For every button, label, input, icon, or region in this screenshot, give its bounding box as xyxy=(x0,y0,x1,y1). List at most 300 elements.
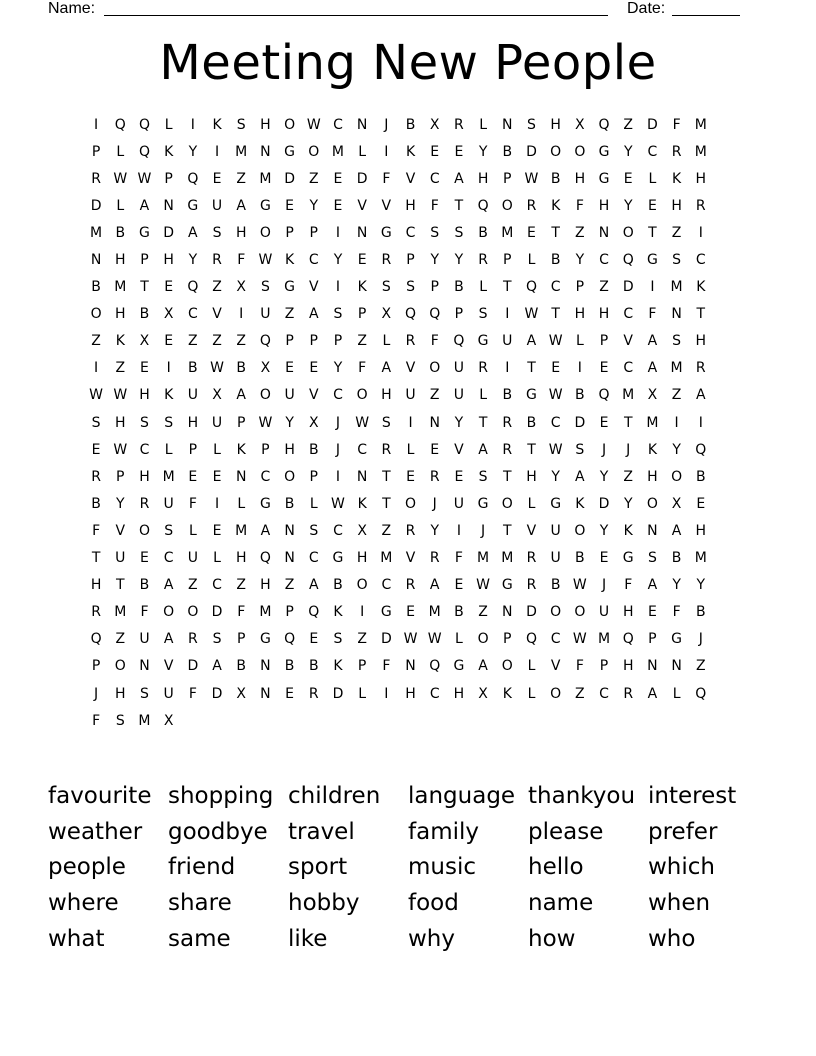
grid-letter: S xyxy=(333,631,343,648)
grid-letter: B xyxy=(284,495,295,512)
grid-letter: W xyxy=(89,387,104,404)
word-list-item: where xyxy=(48,890,119,917)
grid-letter: Q xyxy=(90,631,102,648)
grid-letter: V xyxy=(308,279,319,296)
grid-letter: B xyxy=(115,224,126,241)
grid-letter: D xyxy=(574,414,586,431)
grid-letter: H xyxy=(695,333,707,350)
grid-letter: Z xyxy=(236,333,247,350)
grid-letter: H xyxy=(139,468,150,485)
grid-letter: K xyxy=(236,441,246,458)
grid-letter: C xyxy=(381,577,392,594)
grid-letter: D xyxy=(622,279,634,296)
grid-letter: G xyxy=(139,224,150,241)
grid-letter: E xyxy=(212,468,222,485)
grid-letter: S xyxy=(333,306,343,323)
grid-letter: E xyxy=(212,170,222,187)
grid-letter: M xyxy=(597,631,611,648)
grid-letter: C xyxy=(550,279,561,296)
grid-letter: H xyxy=(647,468,658,485)
grid-letter: U xyxy=(405,387,416,404)
grid-letter: A xyxy=(454,170,464,187)
grid-letter: K xyxy=(502,685,512,702)
grid-letter: P xyxy=(261,441,270,458)
grid-letter: M xyxy=(646,414,659,431)
grid-letter: B xyxy=(526,414,537,431)
grid-letter: Y xyxy=(623,143,633,160)
grid-letter: S xyxy=(164,522,174,539)
date-label: Date: xyxy=(627,0,666,17)
grid-letter: M xyxy=(259,170,272,187)
grid-letter: V xyxy=(405,170,416,187)
grid-letter: Q xyxy=(308,604,320,621)
grid-letter: A xyxy=(478,658,488,675)
grid-letter: G xyxy=(598,170,610,187)
grid-letter: R xyxy=(454,116,464,133)
grid-letter: C xyxy=(695,252,706,269)
grid-letter: A xyxy=(429,577,440,594)
grid-letter: U xyxy=(284,387,295,404)
grid-letter: Q xyxy=(598,116,610,133)
grid-letter: J xyxy=(335,441,341,458)
grid-letter: I xyxy=(456,522,461,539)
grid-letter: C xyxy=(550,414,561,431)
grid-letter: L xyxy=(672,685,681,702)
grid-letter: W xyxy=(331,495,345,512)
grid-letter: H xyxy=(622,658,634,675)
grid-letter: O xyxy=(671,468,683,485)
grid-letter: G xyxy=(259,197,271,214)
grid-letter: L xyxy=(237,495,246,512)
grid-letter: M xyxy=(138,712,151,729)
grid-letter: N xyxy=(163,197,174,214)
grid-letter: M xyxy=(114,279,127,296)
word-list-item: interest xyxy=(648,783,737,809)
grid-letter: D xyxy=(211,604,223,621)
grid-letter: R xyxy=(502,414,513,431)
grid-letter: A xyxy=(671,522,682,539)
grid-letter: O xyxy=(259,224,271,241)
grid-letter: P xyxy=(357,306,367,323)
grid-letter: M xyxy=(90,224,103,241)
grid-letter: U xyxy=(211,197,223,214)
grid-letter: F xyxy=(430,197,439,214)
grid-letter: R xyxy=(478,252,488,269)
grid-letter: Y xyxy=(285,414,294,431)
grid-letter: Q xyxy=(259,333,271,350)
grid-letter: O xyxy=(574,143,586,160)
grid-letter: Z xyxy=(115,631,126,648)
grid-letter: H xyxy=(284,441,295,458)
grid-letter: P xyxy=(236,631,246,648)
grid-letter: B xyxy=(139,306,150,323)
grid-letter: A xyxy=(308,577,319,594)
grid-letter: Q xyxy=(114,116,126,133)
grid-letter: P xyxy=(599,333,609,350)
grid-letter: S xyxy=(115,712,125,729)
grid-letter: C xyxy=(599,685,609,702)
grid-letter: I xyxy=(335,224,341,241)
grid-letter: H xyxy=(405,685,416,702)
grid-letter: C xyxy=(212,577,222,594)
grid-letter: D xyxy=(647,116,658,133)
grid-letter: T xyxy=(503,468,512,485)
grid-letter: D xyxy=(526,143,537,160)
worksheet-header xyxy=(48,0,742,20)
grid-letter: P xyxy=(309,224,318,241)
grid-letter: M xyxy=(670,279,683,296)
grid-letter: N xyxy=(671,306,682,323)
grid-letter: L xyxy=(648,170,657,187)
word-list-item: prefer xyxy=(648,818,718,845)
grid-letter: E xyxy=(454,143,464,160)
grid-letter: M xyxy=(622,387,635,404)
grid-letter: U xyxy=(453,360,465,377)
grid-letter: G xyxy=(526,387,537,404)
grid-letter: R xyxy=(212,252,222,269)
grid-letter: G xyxy=(259,495,271,512)
grid-letter: L xyxy=(575,333,584,350)
grid-letter: H xyxy=(187,414,199,431)
grid-letter: A xyxy=(647,360,658,377)
grid-letter: K xyxy=(575,495,585,512)
grid-letter: R xyxy=(623,685,634,702)
grid-letter: F xyxy=(358,360,367,377)
grid-letter: G xyxy=(453,658,465,675)
grid-letter: H xyxy=(115,252,126,269)
grid-letter: I xyxy=(94,116,99,133)
grid-letter: H xyxy=(453,685,465,702)
grid-letter: E xyxy=(309,631,319,648)
grid-letter: K xyxy=(164,143,174,160)
grid-letter: O xyxy=(550,143,562,160)
grid-letter: R xyxy=(405,522,416,539)
grid-letter: A xyxy=(381,360,392,377)
grid-letter: H xyxy=(574,306,586,323)
grid-letter: T xyxy=(551,306,560,323)
word-list-item: music xyxy=(408,854,477,881)
grid-letter: H xyxy=(405,197,416,214)
grid-letter: L xyxy=(116,197,125,214)
grid-letter: U xyxy=(550,522,561,539)
grid-letter: E xyxy=(333,197,343,214)
word-list-item: weather xyxy=(48,818,143,845)
grid-letter: F xyxy=(624,577,633,594)
grid-letter: Y xyxy=(478,143,488,160)
grid-letter: V xyxy=(405,360,416,377)
grid-letter: A xyxy=(308,306,319,323)
grid-letter: V xyxy=(163,658,174,675)
grid-letter: B xyxy=(502,387,513,404)
grid-letter: I xyxy=(214,143,220,160)
grid-letter: C xyxy=(647,143,658,160)
grid-letter: K xyxy=(405,143,416,160)
grid-letter: O xyxy=(477,631,489,648)
grid-letter: H xyxy=(235,224,247,241)
grid-letter: Z xyxy=(357,333,367,350)
grid-letter: T xyxy=(478,414,488,431)
grid-letter: U xyxy=(211,414,223,431)
grid-letter: L xyxy=(164,116,173,133)
grid-letter: H xyxy=(622,604,634,621)
word-list-item: food xyxy=(408,890,459,917)
grid-letter: V xyxy=(454,441,464,458)
grid-letter: X xyxy=(212,387,222,404)
grid-letter: F xyxy=(237,604,246,621)
grid-letter: P xyxy=(503,252,512,269)
grid-letter: M xyxy=(694,550,707,567)
grid-letter: B xyxy=(91,495,101,512)
grid-letter: Z xyxy=(308,170,319,187)
word-list-item: share xyxy=(168,890,232,917)
grid-letter: C xyxy=(550,631,561,648)
grid-letter: X xyxy=(236,279,247,296)
grid-letter: J xyxy=(481,522,486,539)
grid-letter: X xyxy=(308,414,319,431)
grid-letter: N xyxy=(356,116,368,133)
grid-letter: H xyxy=(695,170,707,187)
grid-letter: W xyxy=(572,631,587,648)
grid-letter: H xyxy=(477,170,489,187)
grid-letter: O xyxy=(550,604,562,621)
grid-letter: Y xyxy=(188,143,198,160)
grid-letter: R xyxy=(695,197,706,214)
grid-letter: B xyxy=(139,577,150,594)
grid-letter: M xyxy=(670,360,683,377)
grid-letter: P xyxy=(648,631,657,648)
letter-grid xyxy=(84,111,713,734)
grid-letter: V xyxy=(115,522,126,539)
grid-letter: W xyxy=(427,631,442,648)
page-title: Meeting New People xyxy=(159,35,657,91)
grid-letter: N xyxy=(260,658,271,675)
grid-letter: Z xyxy=(236,577,247,594)
grid-letter: I xyxy=(698,224,703,241)
grid-letter: M xyxy=(694,143,707,160)
grid-letter: G xyxy=(187,197,199,214)
grid-letter: T xyxy=(551,224,560,241)
grid-letter: E xyxy=(430,143,440,160)
grid-letter: S xyxy=(672,333,682,350)
grid-letter: R xyxy=(91,604,101,621)
grid-letter: M xyxy=(114,604,127,621)
grid-letter: Y xyxy=(551,468,560,485)
word-list-item: friend xyxy=(168,854,236,881)
grid-letter: U xyxy=(598,604,610,621)
grid-letter: P xyxy=(454,306,464,323)
grid-letter: Y xyxy=(430,252,439,269)
grid-letter: L xyxy=(527,495,536,512)
grid-letter: E xyxy=(91,441,101,458)
grid-letter: F xyxy=(382,658,391,675)
grid-letter: L xyxy=(527,685,536,702)
grid-letter: E xyxy=(188,468,198,485)
grid-letter: E xyxy=(309,360,319,377)
grid-letter: I xyxy=(408,414,413,431)
grid-letter: S xyxy=(381,279,391,296)
grid-letter: A xyxy=(647,577,658,594)
grid-letter: X xyxy=(575,116,585,133)
grid-letter: F xyxy=(575,658,584,675)
grid-letter: A xyxy=(163,631,174,648)
grid-letter: O xyxy=(284,116,296,133)
grid-letter: I xyxy=(674,414,679,431)
grid-letter: L xyxy=(406,441,415,458)
grid-letter: H xyxy=(574,170,586,187)
grid-letter: B xyxy=(405,116,416,133)
grid-letter: H xyxy=(163,252,174,269)
grid-letter: U xyxy=(260,306,271,323)
grid-letter: W xyxy=(355,414,370,431)
grid-letter: Q xyxy=(405,306,417,323)
grid-letter: Y xyxy=(116,495,125,512)
grid-letter: K xyxy=(333,604,343,621)
grid-letter: I xyxy=(335,468,341,485)
grid-letter: T xyxy=(503,279,512,296)
grid-letter: J xyxy=(698,631,703,648)
grid-letter: L xyxy=(164,441,173,458)
grid-letter: Q xyxy=(477,197,489,214)
grid-letter: T xyxy=(623,414,633,431)
grid-letter: Y xyxy=(672,577,681,594)
grid-letter: C xyxy=(623,360,634,377)
grid-letter: X xyxy=(671,495,682,512)
word-list-item: family xyxy=(408,818,479,845)
grid-letter: E xyxy=(696,495,706,512)
grid-letter: Q xyxy=(598,387,610,404)
grid-letter: R xyxy=(502,441,513,458)
grid-letter: V xyxy=(308,387,319,404)
grid-letter: D xyxy=(163,224,175,241)
grid-letter: P xyxy=(91,143,101,160)
grid-letter: U xyxy=(187,387,198,404)
grid-letter: L xyxy=(527,252,536,269)
grid-letter: Y xyxy=(623,197,633,214)
word-list-item: people xyxy=(48,854,126,881)
grid-letter: Z xyxy=(575,224,585,241)
grid-letter: R xyxy=(695,360,706,377)
grid-letter: E xyxy=(623,170,633,187)
grid-letter: I xyxy=(335,279,341,296)
grid-letter: G xyxy=(284,279,296,296)
grid-letter: M xyxy=(501,550,514,567)
grid-letter: Z xyxy=(429,387,440,404)
word-list-item: hello xyxy=(528,854,584,881)
grid-letter: K xyxy=(285,252,295,269)
grid-letter: N xyxy=(284,522,295,539)
grid-letter: L xyxy=(213,550,221,567)
grid-letter: A xyxy=(647,333,658,350)
grid-letter: S xyxy=(527,116,536,133)
grid-letter: I xyxy=(698,414,703,431)
grid-letter: I xyxy=(94,360,99,377)
grid-letter: W xyxy=(210,360,224,377)
grid-letter: T xyxy=(696,306,706,323)
grid-letter: W xyxy=(258,252,273,269)
grid-letter: W xyxy=(548,333,563,350)
grid-letter: E xyxy=(454,468,464,485)
word-list-item: please xyxy=(528,818,604,845)
grid-letter: A xyxy=(647,685,658,702)
grid-letter: K xyxy=(623,522,633,539)
grid-letter: C xyxy=(308,550,319,567)
grid-letter: E xyxy=(647,604,657,621)
grid-letter: X xyxy=(357,522,367,539)
word-list-item: sport xyxy=(288,854,348,881)
grid-letter: Z xyxy=(671,387,682,404)
grid-letter: O xyxy=(622,224,634,241)
grid-letter: P xyxy=(285,224,294,241)
grid-letter: F xyxy=(430,333,439,350)
grid-letter: A xyxy=(526,333,537,350)
grid-letter: I xyxy=(166,360,171,377)
grid-letter: Z xyxy=(623,116,634,133)
grid-letter: E xyxy=(212,522,222,539)
grid-letter: M xyxy=(235,522,248,539)
grid-letter: P xyxy=(91,658,101,675)
grid-letter: A xyxy=(236,197,246,214)
grid-letter: I xyxy=(360,604,365,621)
grid-letter: O xyxy=(550,685,562,702)
grid-letter: F xyxy=(188,685,197,702)
grid-letter: K xyxy=(357,495,367,512)
grid-letter: W xyxy=(403,631,418,648)
grid-letter: H xyxy=(598,197,610,214)
grid-letter: F xyxy=(382,170,391,187)
grid-letter: T xyxy=(527,360,536,377)
grid-letter: Y xyxy=(575,252,585,269)
grid-letter: O xyxy=(405,495,417,512)
grid-letter: N xyxy=(405,658,416,675)
grid-letter: Z xyxy=(357,631,367,648)
grid-letter: Y xyxy=(430,522,439,539)
grid-letter: N xyxy=(90,252,102,269)
grid-letter: P xyxy=(164,170,173,187)
grid-letter: L xyxy=(455,631,463,648)
grid-letter: G xyxy=(622,550,634,567)
grid-letter: X xyxy=(478,685,488,702)
grid-letter: A xyxy=(695,387,706,404)
grid-letter: I xyxy=(505,306,510,323)
grid-letter: W xyxy=(113,441,128,458)
grid-letter: D xyxy=(90,197,102,214)
grid-letter: Z xyxy=(212,279,222,296)
grid-letter: O xyxy=(259,387,271,404)
grid-letter: W xyxy=(548,441,563,458)
grid-letter: F xyxy=(672,116,681,133)
grid-letter: E xyxy=(285,685,295,702)
grid-letter: P xyxy=(599,658,609,675)
grid-letter: Y xyxy=(623,495,633,512)
word-list-item: children xyxy=(288,783,381,809)
grid-letter: N xyxy=(260,685,271,702)
grid-letter: Z xyxy=(91,333,101,350)
grid-letter: S xyxy=(260,279,270,296)
grid-letter: S xyxy=(478,468,488,485)
grid-letter: X xyxy=(236,685,247,702)
word-list-item: how xyxy=(528,925,576,952)
grid-letter: S xyxy=(212,224,222,241)
grid-letter: H xyxy=(356,550,368,567)
grid-letter: O xyxy=(114,658,126,675)
grid-letter: X xyxy=(381,306,392,323)
grid-letter: G xyxy=(380,604,392,621)
grid-letter: E xyxy=(599,550,609,567)
grid-letter: K xyxy=(357,279,367,296)
grid-letter: S xyxy=(140,685,149,702)
grid-letter: G xyxy=(332,550,344,567)
grid-letter: U xyxy=(115,550,126,567)
